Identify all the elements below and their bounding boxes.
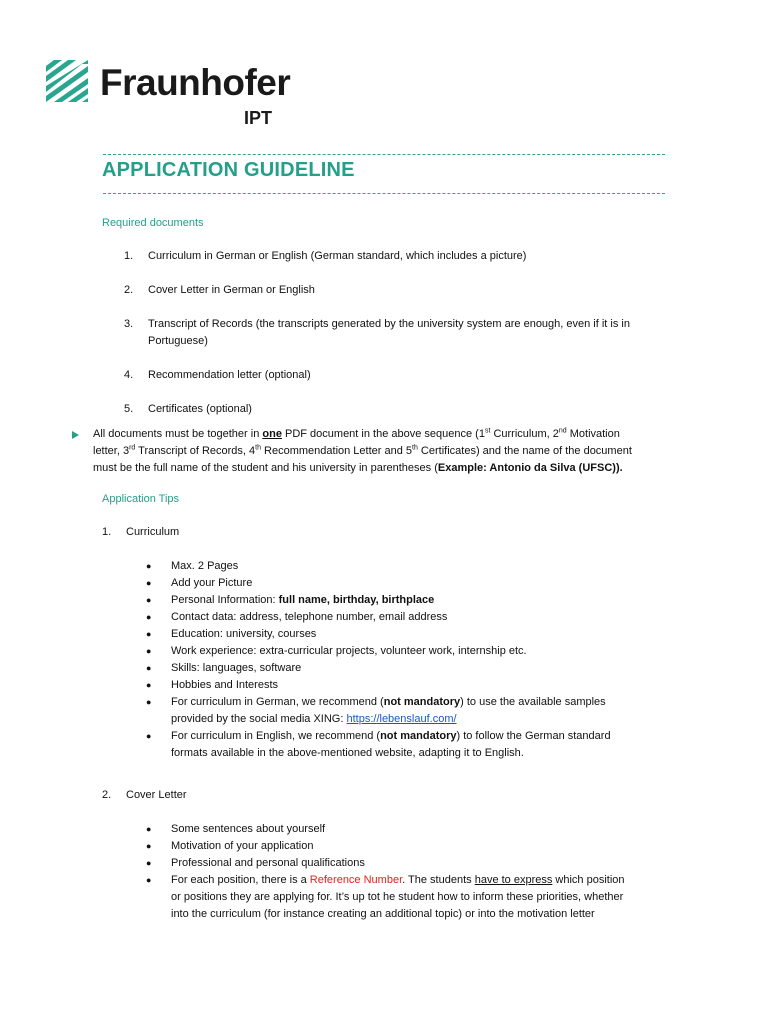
- bullet-icon: ●: [146, 561, 152, 571]
- page-title: APPLICATION GUIDELINE: [102, 159, 355, 181]
- bullet-segment: or positions they are applying for. It’s up tot he student how to inform these priorities, whether: [171, 891, 624, 903]
- logo-sub: IPT: [244, 108, 273, 128]
- list-item: [124, 282, 315, 299]
- note-text: Recommendation Letter and 5: [260, 445, 413, 457]
- bullet-underline: have to express: [474, 874, 553, 886]
- bullet-segment: provided by the social media XING:: [171, 713, 347, 725]
- note-text: letter, 3: [93, 445, 130, 457]
- list-item: [146, 821, 686, 838]
- bullet-bold: full name, birthday, birthplace: [278, 594, 435, 606]
- divider-top: [103, 154, 665, 155]
- bullet-text: Some sentences about yourself: [171, 823, 326, 835]
- bullet-text: [171, 872, 625, 923]
- bullet-text: Add your Picture: [171, 577, 253, 589]
- list-item: [146, 855, 686, 872]
- list-item: [124, 316, 678, 350]
- bullet-icon: ●: [146, 875, 152, 885]
- arrow-bullet-icon: [72, 431, 79, 439]
- item-text: Recommendation letter (optional): [148, 369, 311, 381]
- fraunhofer-logo-icon: [46, 60, 88, 102]
- bullet-icon: ●: [146, 578, 152, 588]
- bullet-text: Education: university, courses: [171, 628, 317, 640]
- item-text: Cover Letter in German or English: [148, 284, 315, 296]
- bullet-text: Max. 2 Pages: [171, 560, 239, 572]
- cover-bullets: [146, 821, 686, 923]
- bullet-icon: ●: [146, 858, 152, 868]
- item-text: Curriculum in German or English (German standard, which includes a picture): [148, 250, 527, 262]
- list-item: [124, 248, 526, 265]
- list-item: [146, 626, 686, 643]
- item-number: 5.: [124, 403, 134, 415]
- note-text: All documents must be together in: [93, 428, 263, 440]
- list-item: [146, 694, 686, 728]
- bullet-icon: ●: [146, 629, 152, 639]
- ordinal-suffix: st: [484, 427, 491, 435]
- list-item: [146, 677, 686, 694]
- bullet-text: Work experience: extra-curricular projects, volunteer work, internship etc.: [171, 645, 527, 657]
- item-line: Portuguese): [148, 335, 208, 347]
- bullet-bold: not mandatory: [383, 696, 461, 708]
- list-item: [146, 609, 686, 626]
- bullet-icon: ●: [146, 841, 152, 851]
- logo-name: Fraunhofer: [100, 62, 291, 103]
- note-text: Motivation: [566, 428, 620, 440]
- bullet-text: Hobbies and Interests: [171, 679, 279, 691]
- ordinal-suffix: rd: [129, 444, 136, 452]
- bullet-segment: For curriculum in English, we recommend (: [171, 730, 381, 742]
- bullet-icon: ●: [146, 731, 152, 741]
- item-number: 3.: [124, 318, 134, 330]
- note-text: Transcript of Records, 4: [135, 445, 256, 457]
- bullet-text: Skills: languages, software: [171, 662, 302, 674]
- bullet-text: Motivation of your application: [171, 840, 314, 852]
- bullet-text: Contact data: address, telephone number, email address: [171, 611, 448, 623]
- list-item: [146, 872, 686, 923]
- tips-cover-heading: [102, 787, 187, 804]
- bullet-text: [171, 592, 434, 609]
- bullet-icon: ●: [146, 612, 152, 622]
- list-item: [146, 575, 686, 592]
- reference-number-highlight: Reference Number: [309, 874, 403, 886]
- sequence-note: [93, 426, 693, 477]
- list-item: [124, 367, 311, 384]
- ordinal-suffix: th: [412, 444, 418, 452]
- bullet-label: Personal Information:: [171, 594, 279, 606]
- note-text: Certificates) and the name of the document: [417, 445, 632, 457]
- bullet-bold: not mandatory: [380, 730, 457, 742]
- bullet-segment: For curriculum in German, we recommend (: [171, 696, 384, 708]
- bullet-text: Professional and personal qualifications: [171, 857, 365, 869]
- bullet-segment: For each position, there is a: [171, 874, 310, 886]
- item-line: Transcript of Records (the transcripts generated by the university system are enough, even if it is in: [148, 318, 630, 330]
- list-item: [146, 558, 686, 575]
- note-example: Example: Antonio da Silva (UFSC): [437, 462, 616, 474]
- bullet-segment: . The students: [402, 874, 475, 886]
- bullet-segment: which position: [552, 874, 625, 886]
- tips-heading: Application Tips: [102, 493, 180, 505]
- list-item: [146, 660, 686, 677]
- list-item: [146, 728, 686, 762]
- bullet-text: [171, 694, 606, 728]
- list-item: [146, 838, 686, 855]
- ordinal-suffix: th: [255, 444, 261, 452]
- bullet-segment: ) to follow the German standard: [456, 730, 611, 742]
- item-text: Curriculum: [126, 526, 180, 538]
- item-number: 2.: [124, 284, 134, 296]
- tips-curriculum-heading: [102, 524, 179, 541]
- curriculum-bullets: [146, 558, 686, 762]
- divider-bottom: [103, 193, 665, 194]
- list-item: [146, 592, 686, 609]
- bullet-icon: ●: [146, 663, 152, 673]
- bullet-text: [171, 728, 611, 762]
- item-number: 1.: [124, 250, 134, 262]
- item-number: 1.: [102, 526, 112, 538]
- required-heading: Required documents: [102, 217, 204, 229]
- bullet-icon: ●: [146, 824, 152, 834]
- note-text: must be the full name of the student and his university in parentheses (: [93, 462, 438, 474]
- item-text: Certificates (optional): [148, 403, 252, 415]
- item-text: Cover Letter: [126, 789, 187, 801]
- list-item: [146, 643, 686, 660]
- bullet-icon: ●: [146, 595, 152, 605]
- bullet-icon: ●: [146, 697, 152, 707]
- note-text: ).: [615, 462, 623, 474]
- list-item: [124, 401, 252, 418]
- bullet-segment: ) to use the available samples: [460, 696, 606, 708]
- item-number: 4.: [124, 369, 134, 381]
- note-text: PDF document in the above sequence (1: [281, 428, 485, 440]
- note-emphasis: one: [262, 428, 282, 440]
- ordinal-suffix: nd: [558, 427, 567, 435]
- bullet-segment: into the curriculum (for instance creating an additional topic) or into the motivation letter: [171, 908, 595, 920]
- bullet-segment: formats available in the above-mentioned website, adapting it to English.: [171, 747, 524, 759]
- note-text: Curriculum, 2: [490, 428, 559, 440]
- item-number: 2.: [102, 789, 112, 801]
- lebenslauf-link[interactable]: https://lebenslauf.com/: [346, 713, 457, 725]
- bullet-icon: ●: [146, 646, 152, 656]
- bullet-icon: ●: [146, 680, 152, 690]
- item-text: [148, 316, 678, 350]
